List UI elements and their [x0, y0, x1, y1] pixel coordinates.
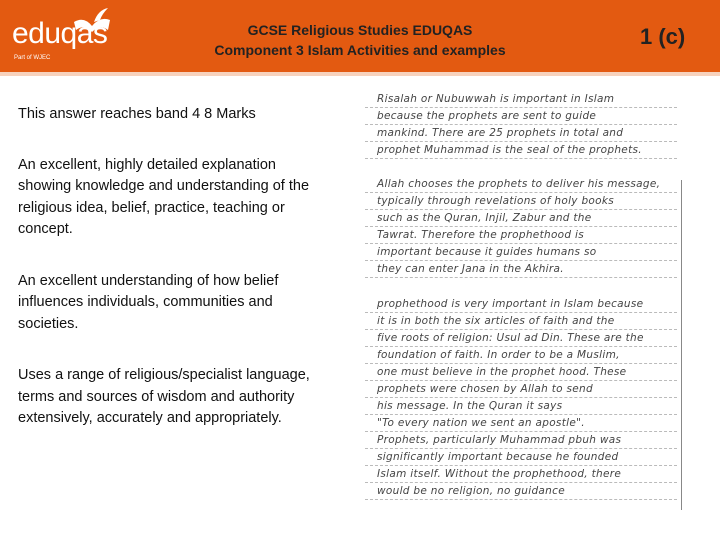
handwritten-line: Risalah or Nubuwwah is important in Islam — [365, 92, 677, 108]
paper-margin — [681, 180, 682, 510]
title-line-1: GCSE Religious Studies EDUQAS — [247, 22, 473, 38]
title-line-2: Component 3 Islam Activities and examples — [214, 42, 506, 58]
handwritten-line: his message. In the Quran it says — [365, 399, 677, 415]
handwritten-line: Islam itself. Without the prophethood, there — [365, 467, 677, 483]
handwritten-line: one must believe in the prophet hood. These — [365, 365, 677, 381]
question-number: 1 (c) — [640, 24, 686, 49]
logo-subtitle: Part of WJEC — [14, 55, 51, 61]
handwritten-line: Allah chooses the prophets to deliver his message, — [365, 177, 677, 193]
criterion-3: Uses a range of religious/specialist language, terms and sources of wisdom and authority extensively, accurately and appropriately. — [18, 367, 310, 426]
handwritten-line: prophethood is very important in Islam because — [365, 297, 677, 313]
handwritten-line: because the prophets are sent to guide — [365, 109, 677, 125]
handwritten-line: "To every nation we sent an apostle". — [365, 416, 677, 432]
handwritten-line: it is in both the six articles of faith and the — [365, 314, 677, 330]
handwritten-line: five roots of religion: Usul ad Din. These are the — [365, 331, 677, 347]
band-statement: This answer reaches band 4 8 Marks — [18, 106, 256, 122]
handwritten-line: prophets were chosen by Allah to send — [365, 382, 677, 398]
page-title — [150, 20, 570, 60]
handwritten-line: Prophets, particularly Muhammad pbuh was — [365, 433, 677, 449]
criterion-2: An excellent understanding of how belief influences individuals, communities and societies. — [18, 272, 279, 332]
handwritten-line: important because it guides humans so — [365, 245, 677, 261]
handwritten-answer — [355, 88, 685, 510]
logo-text: eduqas — [12, 17, 108, 50]
header-divider — [0, 72, 720, 76]
handwritten-line: typically through revelations of holy books — [365, 194, 677, 210]
header-bar — [0, 0, 720, 72]
handwritten-line: such as the Quran, Injil, Zabur and the — [365, 211, 677, 227]
handwritten-line: prophet Muhammad is the seal of the prophets. — [365, 143, 677, 159]
criterion-1: An excellent, highly detailed explanation showing knowledge and understanding of the religious idea, belief, practice, teaching or concept. — [18, 156, 310, 237]
marking-criteria — [18, 104, 318, 430]
handwritten-line: would be no religion, no guidance — [365, 484, 677, 500]
handwritten-line: foundation of faith. In order to be a Muslim, — [365, 348, 677, 364]
handwritten-line: Tawrat. Therefore the prophethood is — [365, 228, 677, 244]
handwritten-line: significantly important because he founded — [365, 450, 677, 466]
handwritten-line: they can enter Jana in the Akhira. — [365, 262, 677, 278]
handwritten-line: mankind. There are 25 prophets in total and — [365, 126, 677, 142]
eduqas-logo — [12, 8, 122, 64]
